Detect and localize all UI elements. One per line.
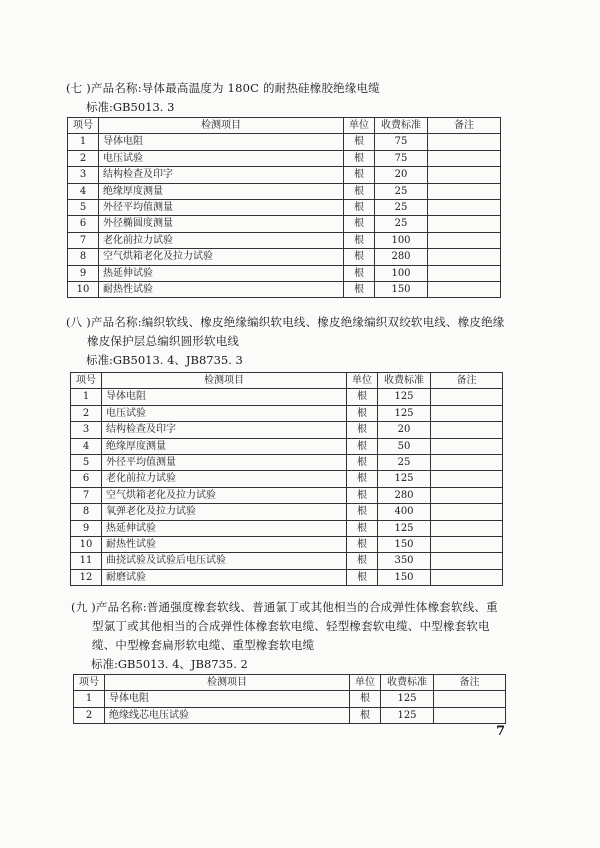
test-item: 外径平均值测量 (102, 455, 347, 471)
unit-cell: 根 (344, 249, 375, 265)
table-row (71, 520, 503, 536)
item-number: 9 (68, 265, 99, 281)
header-fee: 收费标准 (378, 373, 431, 389)
note-cell (428, 167, 501, 183)
unit-cell: 根 (347, 537, 378, 553)
unit-cell: 根 (347, 438, 378, 454)
product-name-title: (九 )产品名称:普通强度橡套软线、普通氯丁或其他相当的合成弹性体橡套软线、重 (71, 600, 498, 614)
standard-label: 标准:GB5013. 4、JB8735. 3 (86, 353, 243, 367)
fee-cell: 125 (378, 405, 431, 421)
table-row (71, 405, 503, 421)
unit-cell: 根 (347, 520, 378, 536)
section-7-heading (66, 79, 380, 117)
note-cell (428, 282, 501, 298)
header-unit: 单位 (344, 118, 375, 134)
unit-cell: 根 (344, 134, 375, 150)
fee-cell: 25 (375, 200, 428, 216)
unit-cell: 根 (347, 455, 378, 471)
item-number: 1 (71, 389, 102, 405)
test-item: 外径平均值测量 (99, 200, 344, 216)
fee-cell: 20 (378, 422, 431, 438)
test-item: 导体电阻 (105, 691, 350, 707)
header-no: 项号 (74, 675, 105, 691)
fee-cell: 280 (378, 487, 431, 503)
table-row (68, 265, 501, 281)
table-row (71, 389, 503, 405)
product-name-title: (八 )产品名称:编织软线、橡皮绝缘编织软电线、橡皮绝缘编织双绞软电线、橡皮绝缘 (66, 315, 505, 329)
header-no: 项号 (71, 373, 102, 389)
note-cell (428, 265, 501, 281)
unit-cell: 根 (344, 183, 375, 199)
test-item: 绝缘厚度测量 (99, 183, 344, 199)
fee-cell: 75 (375, 134, 428, 150)
unit-cell: 根 (347, 405, 378, 421)
note-cell (431, 537, 503, 553)
fee-cell: 25 (375, 216, 428, 232)
header-unit: 单位 (350, 675, 381, 691)
fee-cell: 280 (375, 249, 428, 265)
test-item: 热延伸试验 (102, 520, 347, 536)
note-cell (431, 405, 503, 421)
table-row (74, 691, 506, 707)
item-number: 4 (71, 438, 102, 454)
fee-cell: 100 (375, 232, 428, 248)
test-item: 耐磨试验 (102, 569, 347, 585)
unit-cell: 根 (347, 389, 378, 405)
unit-cell: 根 (350, 691, 381, 707)
unit-cell: 根 (344, 232, 375, 248)
header-note: 备注 (428, 118, 501, 134)
note-cell (428, 249, 501, 265)
table-row (68, 167, 501, 183)
item-number: 5 (68, 200, 99, 216)
item-number: 9 (71, 520, 102, 536)
table-row (71, 569, 503, 585)
fee-cell: 25 (378, 455, 431, 471)
item-number: 10 (68, 282, 99, 298)
test-item: 氧弹老化及拉力试验 (102, 504, 347, 520)
test-item: 老化前拉力试验 (99, 232, 344, 248)
table-row (71, 422, 503, 438)
unit-cell: 根 (344, 200, 375, 216)
note-cell (428, 150, 501, 166)
unit-cell: 根 (344, 282, 375, 298)
table-header-row (68, 118, 501, 134)
test-item: 外径椭圆度测量 (99, 216, 344, 232)
item-number: 12 (71, 569, 102, 585)
item-number: 5 (71, 455, 102, 471)
note-cell (434, 691, 506, 707)
test-item: 热延伸试验 (99, 265, 344, 281)
table-row (68, 183, 501, 199)
product-name-title-cont: 橡皮保护层总编织圆形软电线 (87, 334, 240, 348)
note-cell (428, 232, 501, 248)
test-item: 老化前拉力试验 (102, 471, 347, 487)
header-fee: 收费标准 (381, 675, 434, 691)
note-cell (431, 438, 503, 454)
standard-label: 标准:GB5013. 3 (86, 100, 175, 114)
section-8-heading (66, 313, 505, 370)
header-item: 检测项目 (99, 118, 344, 134)
item-number: 8 (71, 504, 102, 520)
item-number: 7 (71, 487, 102, 503)
section-9-heading (71, 598, 498, 674)
header-note: 备注 (431, 373, 503, 389)
fee-cell: 100 (375, 265, 428, 281)
table-row (71, 455, 503, 471)
test-item: 空气烘箱老化及拉力试验 (99, 249, 344, 265)
item-number: 4 (68, 183, 99, 199)
test-item: 绝缘线芯电压试验 (105, 707, 350, 723)
test-item: 耐热性试验 (102, 537, 347, 553)
item-number: 2 (68, 150, 99, 166)
table-row (68, 134, 501, 150)
item-number: 6 (71, 471, 102, 487)
fee-cell: 150 (375, 282, 428, 298)
unit-cell: 根 (344, 216, 375, 232)
item-number: 6 (68, 216, 99, 232)
fee-table-section-9 (73, 674, 506, 724)
table-row (68, 216, 501, 232)
unit-cell: 根 (350, 707, 381, 723)
unit-cell: 根 (347, 422, 378, 438)
table-row (68, 282, 501, 298)
note-cell (434, 707, 506, 723)
header-fee: 收费标准 (375, 118, 428, 134)
item-number: 3 (71, 422, 102, 438)
table-row (71, 504, 503, 520)
note-cell (431, 455, 503, 471)
fee-cell: 125 (378, 389, 431, 405)
note-cell (431, 569, 503, 585)
test-item: 结构检查及印字 (102, 422, 347, 438)
fee-cell: 350 (378, 553, 431, 569)
unit-cell: 根 (347, 569, 378, 585)
test-item: 导体电阻 (102, 389, 347, 405)
fee-cell: 125 (378, 520, 431, 536)
fee-cell: 50 (378, 438, 431, 454)
note-cell (431, 504, 503, 520)
test-item: 空气烘箱老化及拉力试验 (102, 487, 347, 503)
table-row (68, 150, 501, 166)
test-item: 绝缘厚度测量 (102, 438, 347, 454)
test-item: 结构检查及印字 (99, 167, 344, 183)
fee-cell: 150 (378, 569, 431, 585)
note-cell (428, 200, 501, 216)
item-number: 2 (74, 707, 105, 723)
note-cell (431, 389, 503, 405)
fee-table-section-7 (67, 117, 501, 298)
test-item: 导体电阻 (99, 134, 344, 150)
table-row (71, 487, 503, 503)
note-cell (428, 134, 501, 150)
unit-cell: 根 (347, 487, 378, 503)
unit-cell: 根 (347, 471, 378, 487)
test-item: 耐热性试验 (99, 282, 344, 298)
product-name-title: (七 )产品名称:导体最高温度为 180C 的耐热硅橡胶绝缘电缆 (66, 81, 380, 95)
table-row (74, 707, 506, 723)
product-name-title-cont: 缆、中型橡套扁形软电缆、重型橡套软电缆 (92, 638, 315, 652)
table-row (71, 471, 503, 487)
table-header-row (74, 675, 506, 691)
table-row (68, 232, 501, 248)
standard-label: 标准:GB5013. 4、JB8735. 2 (91, 657, 248, 671)
unit-cell: 根 (344, 167, 375, 183)
unit-cell: 根 (347, 553, 378, 569)
test-item: 电压试验 (99, 150, 344, 166)
table-row (71, 553, 503, 569)
fee-cell: 400 (378, 504, 431, 520)
item-number: 8 (68, 249, 99, 265)
note-cell (431, 553, 503, 569)
header-note: 备注 (434, 675, 506, 691)
table-row (68, 200, 501, 216)
header-item: 检测项目 (105, 675, 350, 691)
fee-cell: 125 (381, 691, 434, 707)
fee-cell: 150 (378, 537, 431, 553)
fee-cell: 75 (375, 150, 428, 166)
item-number: 2 (71, 405, 102, 421)
page-number: 7 (496, 724, 506, 739)
item-number: 1 (68, 134, 99, 150)
item-number: 11 (71, 553, 102, 569)
fee-cell: 125 (378, 471, 431, 487)
item-number: 1 (74, 691, 105, 707)
note-cell (431, 520, 503, 536)
test-item: 曲挠试验及试验后电压试验 (102, 553, 347, 569)
item-number: 7 (68, 232, 99, 248)
note-cell (428, 183, 501, 199)
fee-cell: 20 (375, 167, 428, 183)
note-cell (431, 487, 503, 503)
unit-cell: 根 (344, 265, 375, 281)
table-row (68, 249, 501, 265)
product-name-title-cont: 型氯丁或其他相当的合成弹性体橡套软电缆、轻型橡套软电缆、中型橡套软电 (92, 619, 490, 633)
unit-cell: 根 (347, 504, 378, 520)
note-cell (428, 216, 501, 232)
header-no: 项号 (68, 118, 99, 134)
unit-cell: 根 (344, 150, 375, 166)
fee-table-section-8 (70, 372, 503, 586)
fee-cell: 125 (381, 707, 434, 723)
fee-cell: 25 (375, 183, 428, 199)
test-item: 电压试验 (102, 405, 347, 421)
note-cell (431, 422, 503, 438)
item-number: 3 (68, 167, 99, 183)
note-cell (431, 471, 503, 487)
table-header-row (71, 373, 503, 389)
table-row (71, 438, 503, 454)
item-number: 10 (71, 537, 102, 553)
header-item: 检测项目 (102, 373, 347, 389)
header-unit: 单位 (347, 373, 378, 389)
table-row (71, 537, 503, 553)
